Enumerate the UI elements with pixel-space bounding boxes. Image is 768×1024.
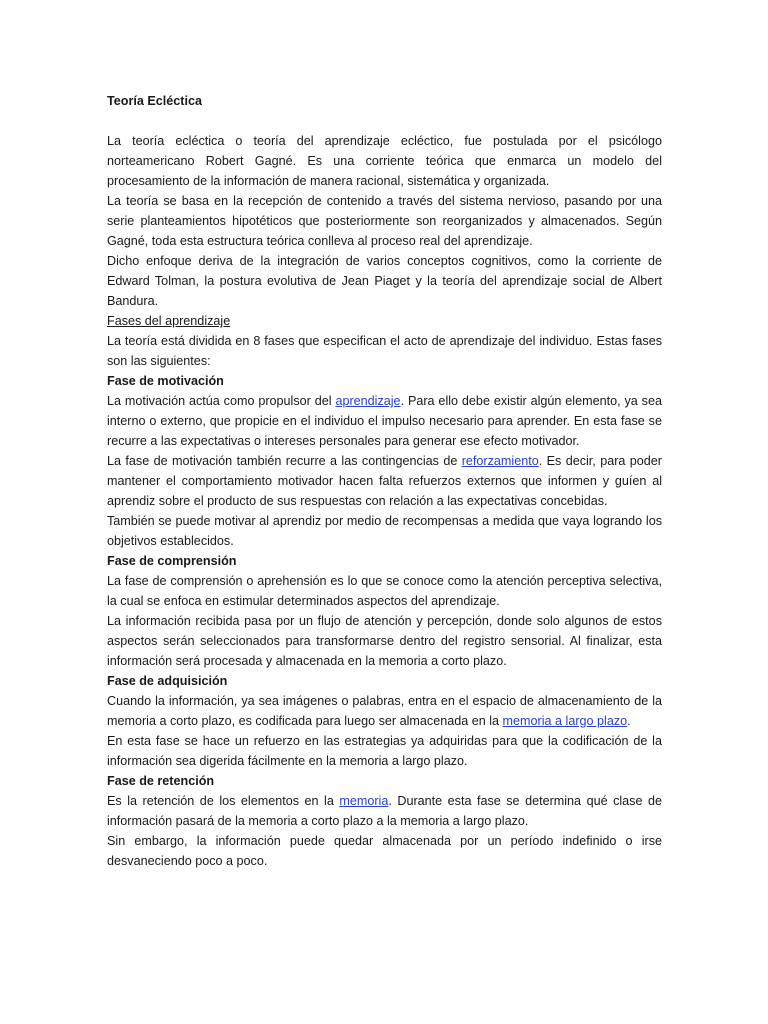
intro-paragraph-1: La teoría ecléctica o teoría del aprendizaje ecléctico, fue postulada por el psicólogo norteamericano Robert Gagné. Es una corriente teórica que enmarca un modelo del procesamiento de la información de manera racional, sistemática y organizada. — [107, 134, 662, 188]
spacer — [107, 111, 662, 131]
motivacion-paragraph-3: También se puede motivar al aprendiz por medio de recompensas a medida que vaya logrando los objetivos establecidos. — [107, 514, 662, 548]
text-run: . Durante esta fase se determina qué clase de información pasará de la memoria a corto plazo a la memoria a largo plazo. — [107, 794, 662, 828]
heading-fase-comprension: Fase de comprensión — [107, 554, 237, 568]
text-run: Cuando la información, ya sea imágenes o palabras, entra en el espacio de almacenamiento de la memoria a corto plazo, es codificada para luego ser almacenada en la — [107, 694, 662, 728]
heading-fase-adquisicion: Fase de adquisición — [107, 674, 228, 688]
retencion-paragraph-1 — [107, 791, 662, 831]
comprension-paragraph-2: La información recibida pasa por un flujo de atención y percepción, donde solo algunos de estos aspectos serán seleccionados para transformarse dentro del registro sensorial. Al finalizar, esta información será procesada y almacenada en la memoria a corto plazo. — [107, 614, 662, 668]
intro-paragraph-2: La teoría se basa en la recepción de contenido a través del sistema nervioso, pasando por una serie planteamientos hipotéticos que posteriormente son reorganizados y almacenados. Según Gagné, toda esta estructura teórica conlleva al proceso real del aprendizaje. — [107, 194, 662, 248]
fases-intro-paragraph: La teoría está dividida en 8 fases que especifican el acto de aprendizaje del individuo. Estas fases son las siguientes: — [107, 334, 662, 368]
text-run: La motivación actúa como propulsor del — [107, 394, 336, 408]
text-run: . Es decir, para poder mantener el comportamiento motivador hacen falta refuerzos externos que informen y guíen al aprendiz sobre el producto de sus respuestas con relación a las expectativas concebidas. — [107, 454, 663, 508]
link-aprendizaje[interactable]: aprendizaje — [335, 394, 401, 408]
retencion-paragraph-2: Sin embargo, la información puede quedar almacenada por un período indefinido o irse desvaneciendo poco a poco. — [107, 834, 662, 868]
link-reforzamiento[interactable]: reforzamiento — [461, 454, 539, 468]
heading-fase-retencion: Fase de retención — [107, 774, 215, 788]
link-memoria-a-largo-plazo[interactable]: memoria a largo plazo — [502, 714, 628, 728]
intro-paragraph-3: Dicho enfoque deriva de la integración de varios conceptos cognitivos, como la corriente de Edward Tolman, la postura evolutiva de Jean Piaget y la teoría del aprendizaje social de Albert Bandura. — [107, 254, 662, 308]
text-run: Es la retención de los elementos en la — [107, 794, 340, 808]
motivacion-paragraph-2 — [107, 451, 662, 511]
document-body — [107, 91, 662, 871]
document-title: Teoría Ecléctica — [107, 94, 202, 108]
heading-fase-motivacion: Fase de motivación — [107, 374, 224, 388]
adquisicion-paragraph-1 — [107, 691, 662, 731]
text-run: La fase de motivación también recurre a las contingencias de — [107, 454, 462, 468]
comprension-paragraph-1: La fase de comprensión o aprehensión es lo que se conoce como la atención perceptiva selectiva, la cual se enfoca en estimular determinados aspectos del aprendizaje. — [107, 574, 662, 608]
section-heading-fases: Fases del aprendizaje — [107, 314, 231, 328]
adquisicion-paragraph-2: En esta fase se hace un refuerzo en las estrategias ya adquiridas para que la codificación de la información sea digerida fácilmente en la memoria a largo plazo. — [107, 734, 662, 768]
text-run: . Para ello debe existir algún elemento, ya sea interno o externo, que propicie en el individuo el impulso necesario para aprender. En esta fase se recurre a las expectativas o intereses personales para generar ese efecto motivador. — [107, 394, 662, 448]
text-run: . — [627, 714, 631, 728]
link-memoria[interactable]: memoria — [339, 794, 389, 808]
motivacion-paragraph-1 — [107, 391, 662, 451]
